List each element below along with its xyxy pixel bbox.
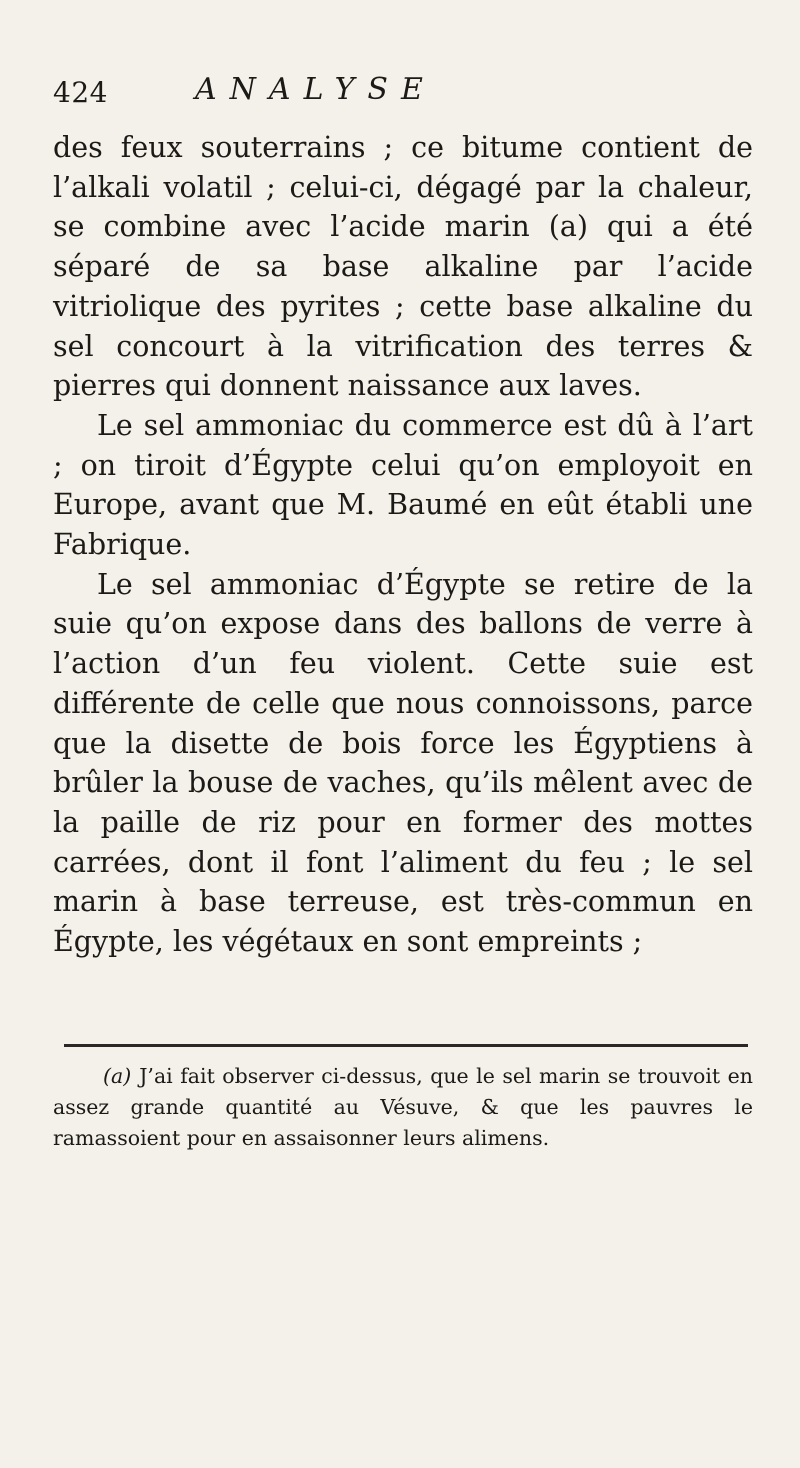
page-number: 424 — [53, 76, 108, 109]
running-head: ANALYSE — [195, 72, 436, 107]
page-header — [53, 72, 753, 122]
paragraph-2: Le sel ammoniac du commerce est dû à l’art ; on tiroit d’Égypte celui qu’on employoit en Europe, avant que M. Baumé en eût établi une Fabrique. — [53, 408, 753, 562]
footnote — [53, 1061, 753, 1154]
footnote-divider — [64, 1044, 748, 1047]
paragraph-1: des feux souterrains ; ce bitume contient de l’alkali volatil ; celui-ci, dégagé par la chaleur, se combine avec l’acide marin (a) qui a été séparé de sa base alkaline par l’acide vitriolique des pyrites ; cette base alkaline du sel concourt à la vitrification des terres & pierres qui donnent naissance aux laves. — [53, 131, 753, 403]
main-text — [53, 128, 753, 962]
footnote-mark: (a) — [103, 1064, 132, 1088]
paragraph-3: Le sel ammoniac d’Égypte se retire de la suie qu’on expose dans des ballons de verre à l’action d’un feu violent. Cette suie est différente de celle que nous connoissons, parce que la disette de bois force les Égyptiens à brûler la bouse de vaches, qu’ils mêlent avec de la paille de riz pour en former des mottes carrées, dont il font l’aliment du feu ; le sel marin à base terreuse, est très-commun en Égypte, les végétaux en sont empreints ; — [53, 567, 753, 959]
footnote-text: J’ai fait observer ci-dessus, que le sel marin se trouvoit en assez grande quantité au Vésuve, & que les pauvres le ramassoient pour en assaisonner leurs alimens. — [53, 1064, 753, 1150]
